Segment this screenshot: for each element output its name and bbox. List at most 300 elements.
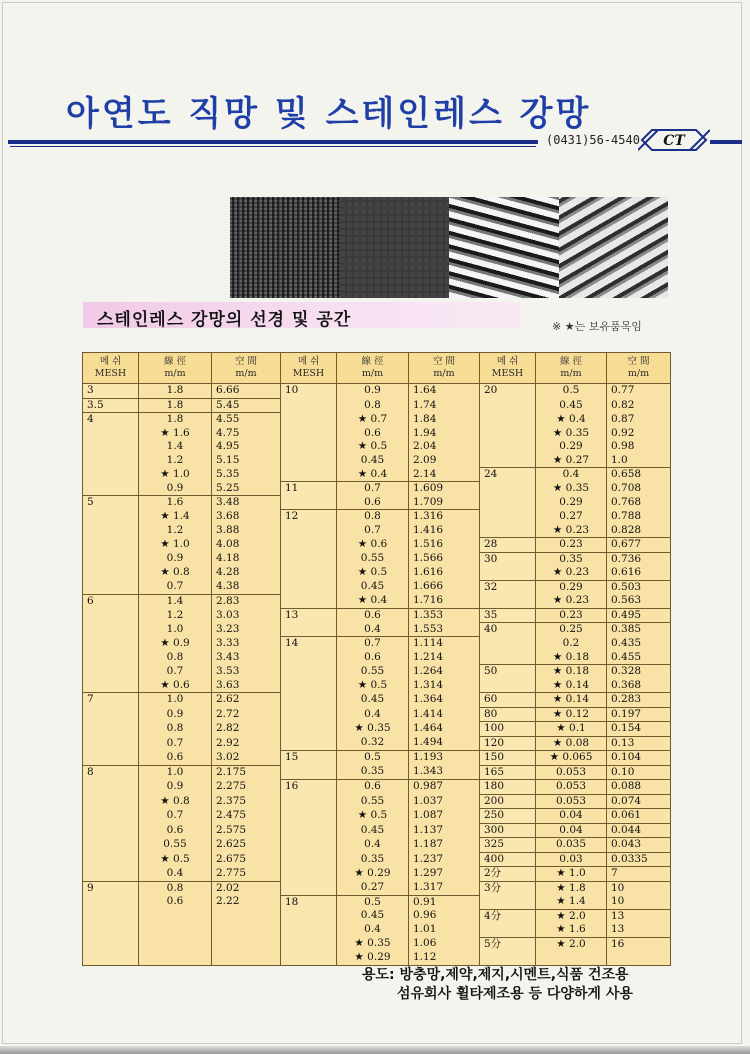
mesh-cell: 4分 <box>480 909 536 923</box>
mesh-photos <box>230 197 668 298</box>
table-row <box>83 427 671 441</box>
wire-cell: ★ 0.5 <box>337 566 409 580</box>
wire-cell: 1.0 <box>139 623 212 637</box>
wire-cell: 0.29 <box>536 440 607 454</box>
table-row <box>83 468 671 482</box>
wire-cell: 0.4 <box>536 468 607 482</box>
mesh-cell: 35 <box>480 608 536 623</box>
space-cell: 1.01 <box>409 923 480 937</box>
mesh-cell: 18 <box>281 895 337 909</box>
space-cell: 1.84 <box>409 413 480 427</box>
table-row <box>83 440 671 454</box>
wire-cell: ★ 0.5 <box>139 852 212 867</box>
wire-cell: ★ 0.12 <box>536 707 607 722</box>
space-cell: 3.33 <box>212 637 281 651</box>
mesh-cell <box>281 413 337 427</box>
space-cell: 1.193 <box>409 751 480 766</box>
mesh-cell: 80 <box>480 707 536 722</box>
section-heading <box>83 302 521 328</box>
mesh-cell <box>281 440 337 454</box>
page-title: 아연도 직망 및 스테인레스 강망 <box>66 94 592 134</box>
wire-cell: 0.4 <box>337 623 409 637</box>
space-cell: 2.375 <box>212 794 281 809</box>
mesh-cell: 9 <box>83 881 139 895</box>
space-cell: 1.94 <box>409 427 480 441</box>
mesh-cell <box>281 566 337 580</box>
mesh-cell <box>83 937 139 951</box>
mesh-cell <box>281 722 337 737</box>
mesh-cell <box>281 693 337 708</box>
table-row <box>83 881 671 895</box>
wire-cell: ★ 1.0 <box>139 468 212 482</box>
space-cell: 0.708 <box>607 482 671 496</box>
wire-cell: 1.2 <box>139 454 212 468</box>
mesh-cell <box>83 780 139 795</box>
table-row <box>83 580 671 594</box>
space-cell: 0.495 <box>607 608 671 623</box>
space-cell: 5.35 <box>212 468 281 482</box>
wire-cell: ★ 0.1 <box>536 722 607 737</box>
wire-cell: 0.55 <box>337 794 409 809</box>
space-cell: 3.88 <box>212 524 281 538</box>
wire-cell: ★ 0.35 <box>337 937 409 951</box>
wire-cell: 0.7 <box>337 482 409 496</box>
mesh-cell <box>281 651 337 665</box>
space-cell <box>212 951 281 965</box>
mesh-cell <box>281 665 337 679</box>
wire-cell: ★ 0.35 <box>337 722 409 737</box>
wire-cell: 0.45 <box>337 580 409 594</box>
mesh-cell <box>480 398 536 413</box>
mesh-cell: 14 <box>281 637 337 651</box>
space-cell: 5.15 <box>212 454 281 468</box>
space-cell: 13 <box>607 923 671 937</box>
space-cell: 1.414 <box>409 707 480 722</box>
wire-cell: 0.053 <box>536 780 607 795</box>
mesh-cell <box>281 427 337 441</box>
header-wire: 線 徑 m/m <box>139 353 212 384</box>
wire-cell: ★ 0.4 <box>337 594 409 608</box>
space-cell: 1.716 <box>409 594 480 608</box>
mesh-cell <box>480 923 536 937</box>
wire-cell: 0.55 <box>337 552 409 566</box>
mesh-cell <box>83 608 139 623</box>
wire-cell: ★ 0.065 <box>536 751 607 766</box>
mesh-cell: 15 <box>281 751 337 766</box>
space-cell: 3.43 <box>212 651 281 665</box>
mesh-cell <box>83 751 139 766</box>
wire-cell: ★ 0.9 <box>139 637 212 651</box>
space-cell: 1.553 <box>409 623 480 637</box>
wire-cell: 0.6 <box>337 780 409 795</box>
mesh-cell <box>83 524 139 538</box>
space-cell <box>607 951 671 965</box>
wire-cell: 0.7 <box>139 580 212 594</box>
wire-cell <box>139 909 212 923</box>
space-cell: 0.82 <box>607 398 671 413</box>
usage-footer <box>362 966 633 1004</box>
mesh-cell <box>281 736 337 751</box>
space-cell: 1.214 <box>409 651 480 665</box>
table-row <box>83 623 671 637</box>
wire-cell: 0.9 <box>139 482 212 496</box>
space-cell: 0.677 <box>607 538 671 553</box>
table-row <box>83 895 671 909</box>
space-cell: 5.45 <box>212 398 281 413</box>
section-heading-text: 스테인레스 강망의 선경 및 공간 <box>97 310 352 330</box>
mesh-cell: 2分 <box>480 867 536 882</box>
wire-cell: ★ 0.23 <box>536 594 607 608</box>
mesh-cell <box>83 679 139 693</box>
space-cell: 0.104 <box>607 751 671 766</box>
space-cell: 4.75 <box>212 427 281 441</box>
mesh-cell <box>281 909 337 923</box>
wire-cell: ★ 0.8 <box>139 794 212 809</box>
wire-cell: 0.6 <box>337 651 409 665</box>
space-cell: 0.044 <box>607 823 671 838</box>
wire-cell: ★ 0.23 <box>536 524 607 538</box>
space-cell: 1.317 <box>409 881 480 895</box>
space-cell: 0.328 <box>607 665 671 679</box>
wire-cell: 0.7 <box>337 637 409 651</box>
space-cell: 3.68 <box>212 510 281 524</box>
table-row <box>83 838 671 853</box>
mesh-cell <box>83 895 139 909</box>
header-space: 空 間 m/m <box>212 353 281 384</box>
wire-cell: 0.27 <box>536 510 607 524</box>
wire-cell: 0.7 <box>139 809 212 824</box>
wire-cell: 0.03 <box>536 852 607 867</box>
mesh-cell: 12 <box>281 510 337 524</box>
mesh-cell: 40 <box>480 623 536 637</box>
wire-cell: 1.8 <box>139 413 212 427</box>
wire-cell: 0.6 <box>139 751 212 766</box>
space-cell: 1.314 <box>409 679 480 693</box>
mesh-cell <box>281 794 337 809</box>
space-cell: 1.609 <box>409 482 480 496</box>
space-cell: 2.14 <box>409 468 480 482</box>
space-cell: 10 <box>607 895 671 909</box>
wire-cell: 0.35 <box>337 852 409 867</box>
mesh-cell <box>480 951 536 965</box>
space-cell: 1.416 <box>409 524 480 538</box>
wire-cell: 0.053 <box>536 765 607 780</box>
space-cell: 1.137 <box>409 823 480 838</box>
mesh-cell: 16 <box>281 780 337 795</box>
space-cell: 1.74 <box>409 398 480 413</box>
mesh-cell <box>281 580 337 594</box>
mesh-cell: 6 <box>83 594 139 608</box>
space-cell: 0.455 <box>607 651 671 665</box>
space-cell: 2.72 <box>212 707 281 722</box>
space-cell: 1.464 <box>409 722 480 737</box>
space-cell: 2.83 <box>212 594 281 608</box>
wire-cell: 0.45 <box>337 693 409 708</box>
table-row <box>83 594 671 608</box>
wire-cell: ★ 0.6 <box>337 538 409 553</box>
space-cell: 1.316 <box>409 510 480 524</box>
space-cell: 2.04 <box>409 440 480 454</box>
space-cell: 6.66 <box>212 384 281 399</box>
mesh-cell: 200 <box>480 794 536 809</box>
mesh-cell: 250 <box>480 809 536 824</box>
mesh-cell <box>281 538 337 553</box>
wire-cell: 0.9 <box>139 552 212 566</box>
space-cell: 0.088 <box>607 780 671 795</box>
space-cell: 0.385 <box>607 623 671 637</box>
wire-cell: 0.45 <box>337 823 409 838</box>
space-cell: 2.775 <box>212 867 281 882</box>
space-cell: 0.87 <box>607 413 671 427</box>
wire-cell: 0.35 <box>536 552 607 566</box>
space-cell: 2.02 <box>212 881 281 895</box>
table-row <box>83 524 671 538</box>
mesh-cell: 60 <box>480 693 536 708</box>
space-cell: 1.353 <box>409 608 480 623</box>
mesh-cell <box>83 823 139 838</box>
mesh-cell <box>83 454 139 468</box>
mesh-cell <box>281 867 337 882</box>
space-cell: 1.06 <box>409 937 480 951</box>
space-cell: 3.02 <box>212 751 281 766</box>
mesh-cell <box>281 923 337 937</box>
mesh-cell <box>281 809 337 824</box>
mesh-cell <box>83 809 139 824</box>
space-cell: 0.91 <box>409 895 480 909</box>
wire-cell: ★ 0.35 <box>536 427 607 441</box>
mesh-cell: 50 <box>480 665 536 679</box>
space-cell: 0.074 <box>607 794 671 809</box>
wire-cell <box>139 923 212 937</box>
wire-cell: 0.4 <box>337 923 409 937</box>
wire-cell <box>139 951 212 965</box>
table-row <box>83 496 671 510</box>
mesh-cell <box>281 594 337 608</box>
mesh-cell <box>83 838 139 853</box>
mesh-cell <box>83 623 139 637</box>
wire-cell: 0.8 <box>337 398 409 413</box>
table-row <box>83 909 671 923</box>
table-body <box>83 384 671 966</box>
space-cell: 1.187 <box>409 838 480 853</box>
mesh-cell <box>281 765 337 780</box>
wire-cell: 0.5 <box>337 895 409 909</box>
space-cell: 2.475 <box>212 809 281 824</box>
mesh-cell <box>480 510 536 524</box>
table-row <box>83 398 671 413</box>
space-cell: 1.666 <box>409 580 480 594</box>
mesh-photo-fine <box>230 197 340 298</box>
wire-cell: 0.35 <box>337 765 409 780</box>
space-cell: 1.237 <box>409 852 480 867</box>
usage-line-1: 용도: 방충망,제약,제지,시멘트,식품 건조용 <box>362 967 629 983</box>
wire-cell: ★ 0.4 <box>337 468 409 482</box>
wire-cell: ★ 0.6 <box>139 679 212 693</box>
mesh-cell <box>480 594 536 608</box>
mesh-cell <box>480 895 536 909</box>
mesh-cell: 32 <box>480 580 536 594</box>
mesh-cell: 10 <box>281 384 337 399</box>
header-space: 空 間 m/m <box>607 353 671 384</box>
space-cell: 0.043 <box>607 838 671 853</box>
mesh-cell: 4 <box>83 413 139 427</box>
title-rule <box>8 140 538 144</box>
mesh-cell <box>83 482 139 496</box>
wire-cell: ★ 0.18 <box>536 651 607 665</box>
wire-cell: 0.27 <box>337 881 409 895</box>
table-row <box>83 482 671 496</box>
mesh-photo-crimped <box>449 197 559 298</box>
mesh-cell <box>480 651 536 665</box>
header-wire: 線 徑 m/m <box>337 353 409 384</box>
mesh-cell <box>281 524 337 538</box>
mesh-cell <box>281 838 337 853</box>
space-cell: 2.575 <box>212 823 281 838</box>
space-cell: 0.658 <box>607 468 671 482</box>
mesh-cell <box>83 427 139 441</box>
wire-cell: ★ 0.7 <box>337 413 409 427</box>
space-cell: 1.037 <box>409 794 480 809</box>
space-cell: 1.494 <box>409 736 480 751</box>
wire-cell: 0.7 <box>337 524 409 538</box>
wire-cell: ★ 0.5 <box>337 440 409 454</box>
mesh-cell <box>480 413 536 427</box>
wire-cell: 0.6 <box>337 608 409 623</box>
wire-cell: ★ 0.4 <box>536 413 607 427</box>
space-cell: 2.09 <box>409 454 480 468</box>
space-cell: 2.82 <box>212 722 281 737</box>
space-cell: 3.53 <box>212 665 281 679</box>
space-cell: 0.13 <box>607 736 671 751</box>
wire-cell: ★ 0.14 <box>536 693 607 708</box>
space-cell: 0.616 <box>607 566 671 580</box>
space-cell: 0.98 <box>607 440 671 454</box>
mesh-cell: 5 <box>83 496 139 510</box>
header-space: 空 間 m/m <box>409 353 480 384</box>
space-cell: 1.343 <box>409 765 480 780</box>
space-cell: 0.154 <box>607 722 671 737</box>
wire-cell: ★ 0.5 <box>337 679 409 693</box>
mesh-cell <box>480 440 536 454</box>
wire-cell: 1.2 <box>139 524 212 538</box>
mesh-cell <box>83 665 139 679</box>
space-cell: 0.92 <box>607 427 671 441</box>
mesh-cell <box>83 707 139 722</box>
wire-cell: 0.45 <box>337 909 409 923</box>
wire-cell: 0.04 <box>536 809 607 824</box>
wire-cell: ★ 0.23 <box>536 566 607 580</box>
mesh-cell: 400 <box>480 852 536 867</box>
mesh-cell <box>83 722 139 737</box>
mesh-cell: 120 <box>480 736 536 751</box>
space-cell: 3.63 <box>212 679 281 693</box>
table-row <box>83 651 671 665</box>
space-cell: 1.0 <box>607 454 671 468</box>
mesh-cell <box>83 867 139 882</box>
table-row <box>83 722 671 737</box>
table-row <box>83 454 671 468</box>
wire-cell: 0.9 <box>337 384 409 399</box>
wire-cell: ★ 0.18 <box>536 665 607 679</box>
mesh-cell <box>281 496 337 510</box>
header-wire: 線 徑 m/m <box>536 353 607 384</box>
space-cell: 0.435 <box>607 637 671 651</box>
wire-cell: 1.4 <box>139 440 212 454</box>
mesh-cell <box>83 440 139 454</box>
wire-cell <box>139 937 212 951</box>
space-cell: 0.368 <box>607 679 671 693</box>
mesh-cell: 3分 <box>480 881 536 895</box>
space-cell: 4.38 <box>212 580 281 594</box>
wire-cell: 0.4 <box>337 838 409 853</box>
wire-cell: 1.8 <box>139 398 212 413</box>
mesh-cell: 150 <box>480 751 536 766</box>
mesh-cell: 7 <box>83 693 139 708</box>
space-cell: 1.264 <box>409 665 480 679</box>
header-mesh: 메 쉬 MESH <box>480 353 536 384</box>
mesh-spec-table <box>82 352 671 966</box>
table-row <box>83 823 671 838</box>
wire-cell: 0.6 <box>139 823 212 838</box>
mesh-cell <box>83 909 139 923</box>
space-cell <box>212 923 281 937</box>
wire-cell: ★ 1.4 <box>139 510 212 524</box>
space-cell: 2.22 <box>212 895 281 909</box>
space-cell: 2.625 <box>212 838 281 853</box>
wire-cell: 0.25 <box>536 623 607 637</box>
mesh-cell <box>480 679 536 693</box>
space-cell: 1.64 <box>409 384 480 399</box>
space-cell: 1.297 <box>409 867 480 882</box>
mesh-cell: 3 <box>83 384 139 399</box>
table-row <box>83 794 671 809</box>
space-cell: 1.114 <box>409 637 480 651</box>
phone-number: (0431)56-4540 <box>546 133 640 147</box>
mesh-cell <box>83 580 139 594</box>
wire-cell: 0.55 <box>139 838 212 853</box>
mesh-cell <box>281 623 337 637</box>
space-cell: 3.23 <box>212 623 281 637</box>
wire-cell: 0.55 <box>337 665 409 679</box>
space-cell <box>212 909 281 923</box>
table-row <box>83 809 671 824</box>
space-cell: 2.275 <box>212 780 281 795</box>
stock-note: ※ ★는 보유품목임 <box>552 320 642 333</box>
mesh-cell: 8 <box>83 765 139 780</box>
space-cell: 10 <box>607 881 671 895</box>
mesh-cell <box>83 852 139 867</box>
wire-cell: 0.04 <box>536 823 607 838</box>
space-cell: 1.12 <box>409 951 480 965</box>
mesh-cell <box>281 951 337 965</box>
wire-cell: ★ 1.0 <box>536 867 607 882</box>
mesh-cell <box>83 538 139 553</box>
wire-cell: 0.45 <box>536 398 607 413</box>
wire-cell: 0.8 <box>139 881 212 895</box>
wire-cell: 1.2 <box>139 608 212 623</box>
mesh-cell <box>281 679 337 693</box>
mesh-cell <box>281 398 337 413</box>
mesh-cell: 300 <box>480 823 536 838</box>
space-cell: 3.03 <box>212 608 281 623</box>
table-row <box>83 751 671 766</box>
wire-cell: ★ 0.35 <box>536 482 607 496</box>
wire-cell: ★ 2.0 <box>536 909 607 923</box>
wire-cell: 0.4 <box>139 867 212 882</box>
wire-cell: 0.7 <box>139 665 212 679</box>
company-logo <box>638 127 710 153</box>
mesh-cell <box>83 566 139 580</box>
